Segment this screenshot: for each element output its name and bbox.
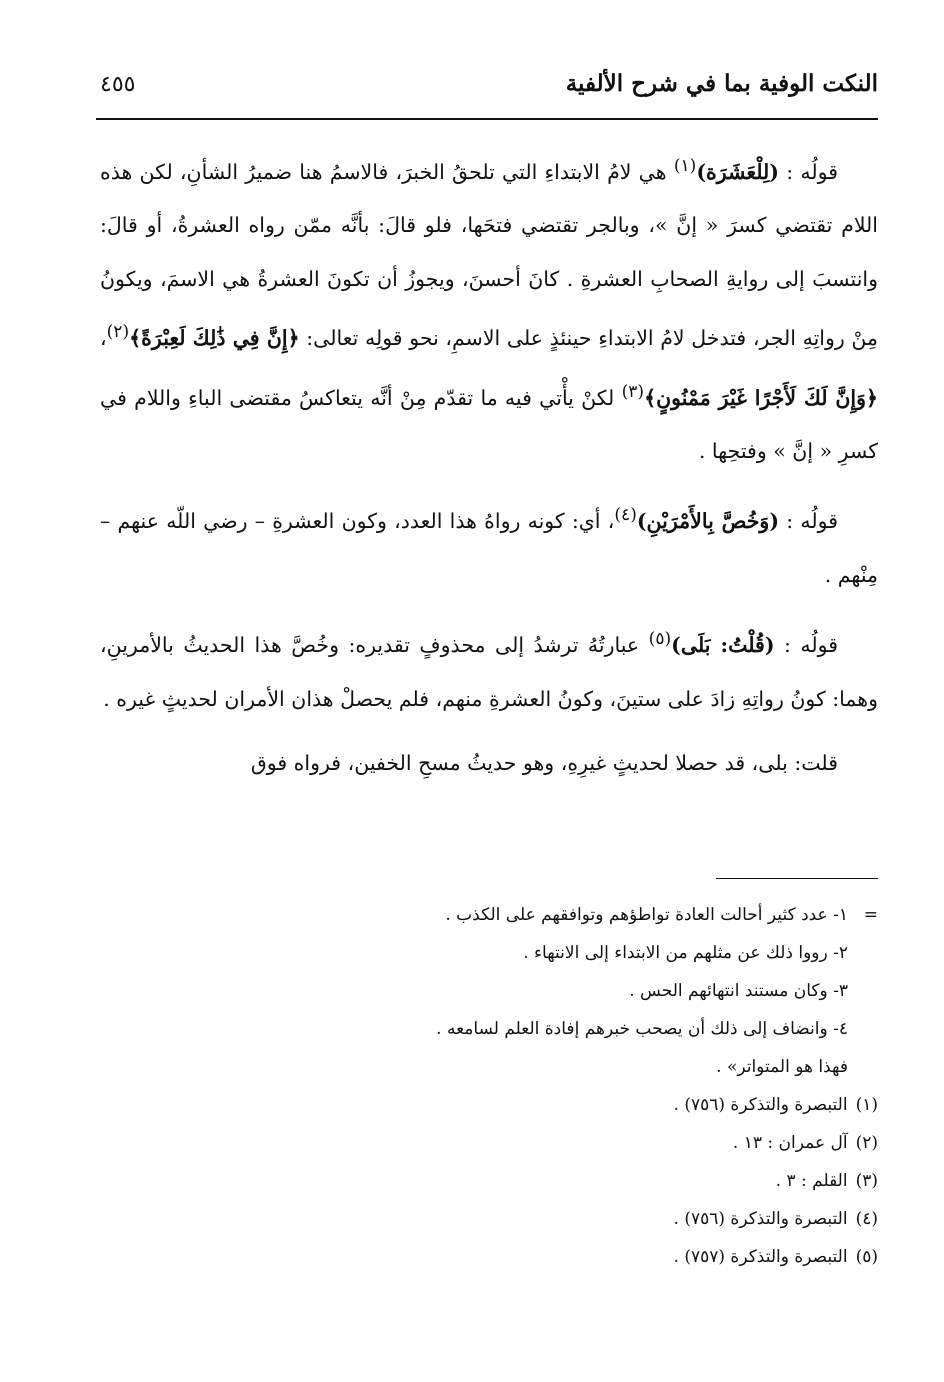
footnote-3 xyxy=(100,1162,878,1200)
paragraph-3-intro: قولُه : xyxy=(774,633,838,658)
continuation-text-1: ١- عدد كثير أحالت العادة تواطؤهم وتوافقهم على الكذب . xyxy=(445,905,848,925)
continuation-mark: = xyxy=(863,905,878,925)
quran-verse-1: ﴿إِنَّ فِي ذَٰلِكَ لَعِبْرَةً﴾ xyxy=(129,326,300,351)
footnote-continuation-1 xyxy=(100,896,878,934)
footnote-2 xyxy=(100,1124,878,1162)
header-rule xyxy=(96,118,878,120)
footnote-ref-2: (٢) xyxy=(106,322,130,343)
quran-verse-2: ﴿وَإِنَّ لَكَ لَأَجْرًا غَيْرَ مَمْنُونٍ﴾ xyxy=(644,385,879,410)
footnotes xyxy=(100,896,878,1276)
footnote-continuation-4: ٤- وانضاف إلى ذلك أن يصحب خبرهم إفادة العلم لسامعه . xyxy=(436,1019,848,1039)
paragraph-2 xyxy=(100,489,878,602)
paragraph-2-intro: قولُه : xyxy=(779,509,838,534)
footnote-number: (٤) xyxy=(855,1209,878,1229)
footnote-continuation-5: فهذا هو المتواتر» . xyxy=(716,1057,848,1077)
paragraph-4 xyxy=(100,737,878,791)
paragraph-1-text-c: لكنْ يأْتي فيه ما تقدّم مِنْ أنَّه يتعاكسُ مقتضى الباءِ واللام في كسرِ « إنَّ » وفتحِها . xyxy=(100,385,878,463)
paragraph-1 xyxy=(100,140,878,478)
paragraph-1-text-b: ، xyxy=(100,326,107,351)
footnote-ref-1: (١) xyxy=(673,156,697,176)
footnote-text: آل عمران : ١٣ . xyxy=(732,1133,848,1153)
footnote-number: (٢) xyxy=(855,1133,878,1153)
footnote-number: (٥) xyxy=(855,1247,878,1267)
footnote-number: (٣) xyxy=(855,1171,878,1191)
paragraph-2-text: ، أي: كونه رواهُ هذا العدد، وكون العشرةِ – رضي اللّه عنهم – مِنْهم . xyxy=(100,509,878,587)
footnote-rule xyxy=(716,878,878,879)
footnote-text: التبصرة والتذكرة (٧٥٧) . xyxy=(673,1247,848,1267)
footnote-text: التبصرة والتذكرة (٧٥٦) . xyxy=(673,1209,848,1229)
paragraph-3 xyxy=(100,613,878,726)
paragraph-1-text-a: هي لامُ الابتداءِ التي تلحقُ الخبرَ، فالاسمُ هنا ضميرُ الشأنِ، لكن هذه اللام تقتضي كسرَ « إنَّ »، وبالجر تقتضي فتحَها، فلو قالَ: بأنَّه ممّن رواه العشرةُ، أو قالَ: وانتسبَ إلى روايةِ الصحابِ العشرةِ . كانَ أحسنَ، ويجوزُ أن تكونَ العشرةُ هي الاسمَ، ويكونُ مِنْ رواتِهِ الجر، فتدخل لامُ الابتداءِ حينئذٍ على الاسمِ، نحو قولِه تعالى: xyxy=(100,159,878,351)
footnote-text: التبصرة والتذكرة (٧٥٦) . xyxy=(673,1095,848,1115)
page-number: ٤٥٥ xyxy=(100,72,136,97)
footnote-4 xyxy=(100,1200,878,1238)
page-header xyxy=(96,64,878,116)
footnote-number: (١) xyxy=(855,1095,878,1115)
footnote-text: القلم : ٣ . xyxy=(775,1171,848,1191)
running-title: النكت الوفية بما في شرح الألفية xyxy=(565,70,878,97)
paragraph-1-lemma: (لِلْعَشَرَة) xyxy=(696,159,780,184)
footnote-ref-5: (٥) xyxy=(648,629,672,650)
footnote-ref-3: (٣) xyxy=(621,381,645,402)
footnote-ref-4: (٤) xyxy=(614,505,637,526)
main-text xyxy=(100,140,878,791)
footnote-5 xyxy=(100,1238,878,1276)
paragraph-3-text: عبارتُهُ ترشدُ إلى محذوفٍ تقديره: وخُصَّ هذا الحديثُ بالأمرينِ، وهما: كونُ رواتِهِ زادَ على ستينَ، وكونُ العشرةِ منهم، فلم يحصلْ هذان الأمران لحديثٍ غيره . xyxy=(100,633,878,711)
footnote-continuation-2: ٢- رووا ذلك عن مثلهم من الابتداء إلى الانتهاء . xyxy=(523,943,848,963)
paragraph-4-text: قلت: بلى، قد حصلا لحديثٍ غيرِهِ، وهو حديثُ مسحِ الخفين، فرواه فوق xyxy=(250,751,838,776)
paragraph-3-lemma: (قُلْتُ: بَلَى) xyxy=(671,633,775,658)
paragraph-2-lemma: (وَخُصَّ بِالأَمْرَيْنِ) xyxy=(636,509,780,534)
paragraph-1-intro: قولُه : xyxy=(779,159,838,184)
footnote-continuation-3: ٣- وكان مستند انتهائهم الحس . xyxy=(629,981,848,1001)
footnote-1 xyxy=(100,1086,878,1124)
